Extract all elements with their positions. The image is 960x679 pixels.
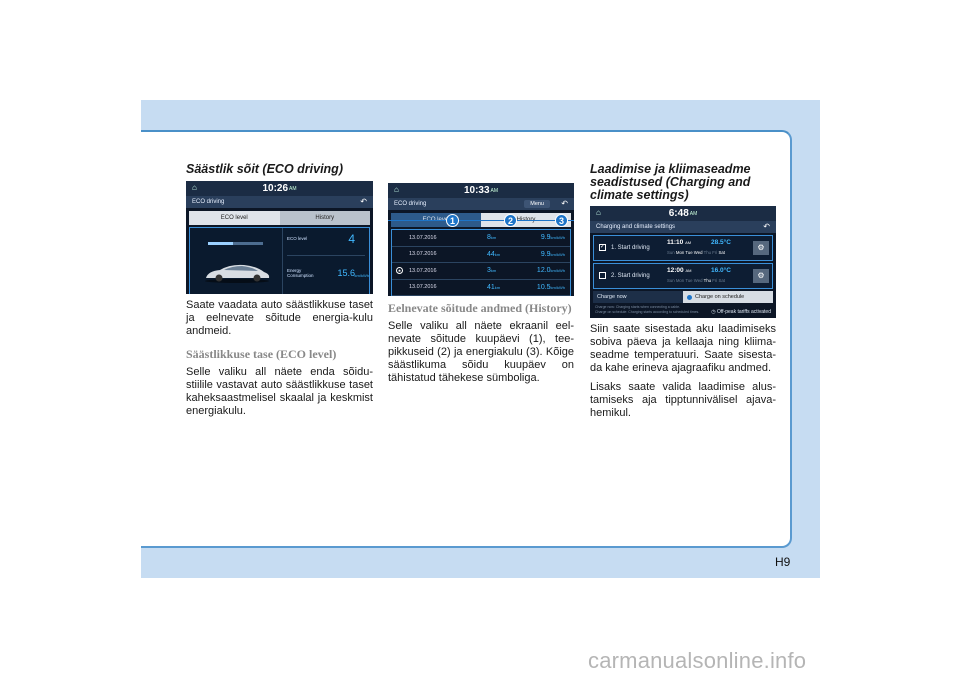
eco-divider [287,255,365,256]
gear-icon[interactable]: ⚙ [753,241,769,255]
clock-ampm: AM [689,210,698,217]
eco-level-gauge-fill [208,242,233,245]
eco-paragraph: Saate vaadata auto säästlikkuse taset ja eelnevate sõitude energia-kulu andmeid. [186,299,373,337]
charging-title-line-1: Laadimise ja kliimaseadme [590,162,751,176]
car-icon [202,262,272,284]
home-icon: ⌂ [596,208,601,217]
history-table [391,229,571,296]
eco-level-gauge [208,242,263,245]
trip-distance: 3km [487,267,497,275]
eco-title: Säästlik sõit (ECO driving) [186,162,343,176]
tab-eco-level[interactable]: ECO level [189,211,280,225]
offpeak-label: Off-peak tariffs activated [716,309,771,315]
offpeak-indicator [711,309,771,315]
trip-consumption: 9.9km/kWh [540,234,565,242]
status-bar [186,181,373,196]
callout-line [388,220,574,221]
table-row [392,230,570,247]
charge-on-schedule-button[interactable] [683,291,773,303]
eco-level-panel [189,227,370,294]
charging-screenshot [590,206,776,318]
table-row [392,247,570,264]
back-icon[interactable]: ↶ [360,197,367,206]
eco-level-paragraph: Selle valiku all näete enda sõidu-stiilile vastavat auto säästlikkuse taset kaheksaastmelisel skaalal ja keskmist energiakulu. [186,366,373,417]
charge-mode-buttons [593,291,773,303]
checkbox-icon[interactable] [599,272,606,279]
charging-title [590,163,776,202]
clock-icon: ◷ [711,309,716,315]
clock: 10:33 [463,185,490,196]
schedule-label: 1. Start driving [611,245,650,251]
trip-distance: 41km [487,283,501,291]
schedule-days: Sun Mon Tue Wed Thu Fri Sat [667,278,725,283]
history-paragraph: Selle valiku all näete ekraanil eel-nevate sõitude kuupäevi (1), tee-pikkuseid (2) ja energiakulu (3). Kõige säästlikuma sõidu kuupäev on tähistatud tähekese sümboliga. [388,320,574,384]
history-screenshot [388,183,574,296]
consumption-value: 15.6 [337,268,355,278]
tab-history[interactable]: History [280,211,371,225]
charge-note-1: Charge now: Charging starts when connecting a cable. [595,305,681,309]
history-subtitle: Eelnevate sõitude andmed (History) [388,301,572,315]
watermark: carmanualsonline.info [588,648,807,673]
eco-level-label: ECO level [287,236,308,241]
clock: 10:26 [262,183,289,194]
screen-header-title: Charging and climate settings [596,224,676,230]
charge-now-button[interactable] [593,291,683,303]
schedule-time: 12:00 AM [667,267,692,274]
callout-badge-2: 2 [504,214,517,227]
page-number: H9 [775,555,791,569]
trip-consumption: 12.0km/kWh [536,267,565,275]
callout-badge-3: 3 [555,214,568,227]
charge-note-2: Charge on schedule: Charging starts according to scheduled times. [595,310,700,314]
table-row [392,263,570,280]
schedule-days: Sun Mon Tue Wed Thu Fri Sat [667,250,725,255]
trip-date: 13.07.2016 [409,234,437,241]
screen-header-title: ECO driving [394,201,427,207]
charging-title-line-2: seadistused (Charging and [590,175,751,189]
eco-level-subtitle: Säästlikkuse tase (ECO level) [186,347,337,361]
status-bar [388,183,574,198]
eco-tabs [189,211,370,225]
trip-date: 13.07.2016 [409,251,437,258]
trip-distance: 44km [487,250,501,258]
trip-date: 13.07.2016 [409,267,437,274]
charge-now-label: Charge now [597,294,627,300]
consumption-label-2: Consumption [287,273,314,278]
gear-icon[interactable]: ⚙ [753,269,769,283]
trip-consumption: 9.9km/kWh [540,250,565,258]
charging-paragraph-2: Lisaks saate valida laadimise alus-tamiseks aja tipptunnivälisel ajava-hemikul. [590,381,776,419]
schedule-row [593,235,773,261]
home-icon: ⌂ [192,183,197,192]
schedule-time: 11:10 AM [667,239,692,246]
eco-stats [282,228,369,294]
charge-on-schedule-label: Charge on schedule [695,294,745,300]
clock-ampm: AM [289,185,297,192]
trip-distance: 8km [487,234,497,242]
star-icon: ★ [397,268,402,273]
schedule-list [590,235,776,289]
screen-header [186,196,373,208]
radio-selected-icon [687,295,692,300]
schedule-temperature: 28.5°C [711,239,731,246]
schedule-label: 2. Start driving [611,273,650,279]
clock: 6:48 [668,208,689,219]
screen-header [590,221,776,233]
schedule-temperature: 16.0°C [711,267,731,274]
trip-consumption: 10.5km/kWh [536,283,565,291]
back-icon[interactable]: ↶ [561,199,568,208]
back-icon[interactable]: ↶ [763,222,770,231]
charging-title-line-3: climate settings) [590,188,689,202]
trip-date: 13.07.2016 [409,284,437,291]
screen-header [388,198,574,210]
menu-button[interactable]: Menu [524,200,550,208]
charging-paragraph-1: Siin saate sisestada aku laadimiseks sobiva päeva ja kellaaja ning kliima-seadme temperatuuri. Saate sisesta-da kahe erineva ajagraafiku andmed. [590,323,776,374]
eco-level-value: 4 [348,232,355,246]
consumption-label-1: Energy [287,268,302,273]
table-row [392,280,570,297]
callout-badge-1: 1 [446,214,459,227]
home-icon: ⌂ [394,185,399,194]
checkbox-checked-icon[interactable]: ✓ [600,244,606,250]
eco-column [186,163,373,418]
charging-column [590,163,776,420]
clock-ampm: AM [490,187,499,194]
screen-header-title: ECO driving [192,199,225,205]
consumption-unit: km/kWh [354,273,369,278]
schedule-row [593,263,773,289]
status-bar [590,206,776,221]
history-column [388,183,574,385]
eco-screenshot [186,181,373,294]
